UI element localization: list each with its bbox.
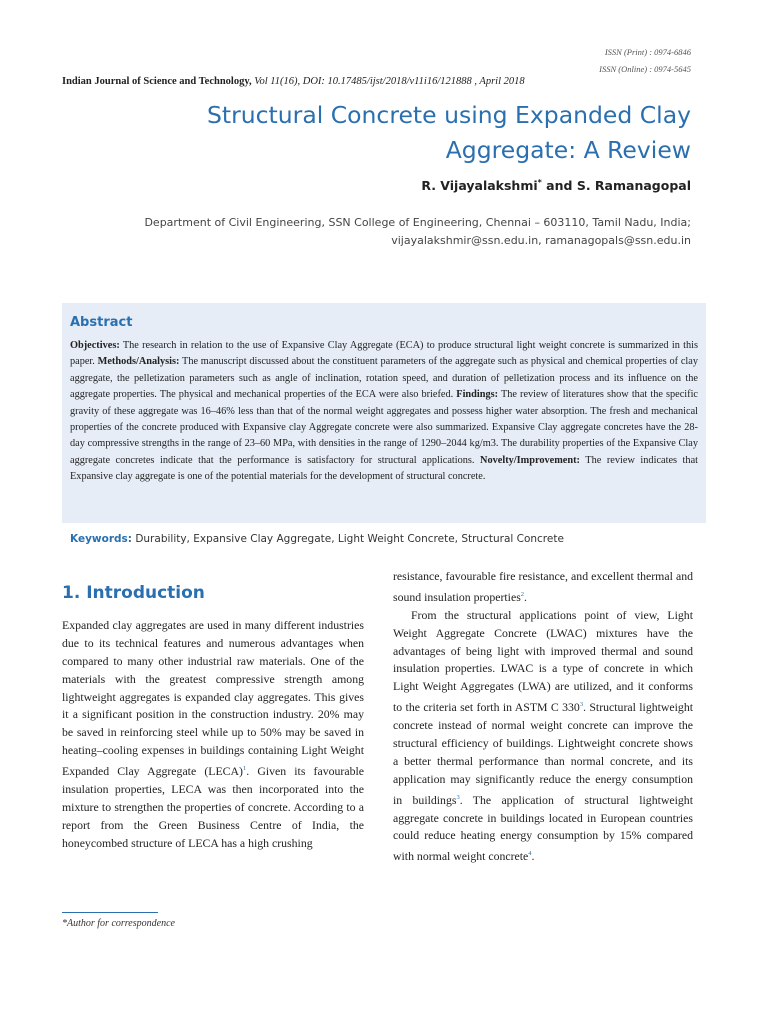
section-heading-introduction: 1. Introduction — [62, 583, 205, 603]
findings-text: The review of literatures show that the specific gravity of these aggregate was 16–46% less than that of the normal weight aggregates and possess higher water absorption. The fresh and mechanical properties of the concrete produced with Expansive clay Aggregate concrete were also summarized. Expansive Clay aggregate concretes have the 28-day compressive strengths in the range of 23–60 MPa, with densities in the range of 1290–2044 kg/m3. The durability properties of the Expansive Clay aggregate concretes indicate that the performance is satisfactory for structural applications. — [70, 389, 699, 466]
objectives-label: Objectives: — [70, 340, 120, 351]
intro-p2-part-d: . — [531, 849, 535, 864]
abstract-text — [70, 338, 698, 486]
objectives-text: The research in relation to the use of Expansive Clay Aggregate (ECA) to produce structural light weight concrete is summarized in this paper. — [70, 340, 698, 368]
journal-citation — [62, 76, 525, 87]
intro-p1-part-c: . — [524, 589, 527, 604]
intro-paragraph-1 — [62, 617, 364, 853]
citation-ref[interactable]: 2 — [520, 590, 525, 598]
keywords — [70, 533, 564, 545]
methods-text: The manuscript discussed about the constituent parameters of the aggregate such as physical and chemical properties of clay aggregate, the pelletization parameters such as angle of inclination, rotation speed, and duration of pelletization process and its influence on the aggregate properties. The physical and mechanical properties of the ECA were also briefed. — [70, 356, 698, 401]
journal-details: Vol 11(16), DOI: 10.17485/ijst/2018/v11i16/121888 , April 2018 — [254, 76, 525, 87]
novelty-label: Novelty/Improvement: — [480, 454, 580, 466]
abstract-heading: Abstract — [70, 315, 133, 330]
intro-p1-part-a: Expanded clay aggregates are used in many different industries due to its technical features and numerous advantages when compared to many other industrial raw materials. One of the materials with the greatest compressive strength among lightweight aggregates is expanded clay aggregates. This gives it a significant position in the construction industry. 20% may be saved in reinforcing steel while up to 50% may be saved in heating–cooling expenses in buildings containing Light Weight Expanded Clay Aggregate (LECA) — [62, 617, 364, 779]
affiliation-line-1: Department of Civil Engineering, SSN College of Engineering, Chennai – 603110, Tamil Nadu, India; — [144, 216, 691, 229]
intro-p1-tail-marker: resistance, favourable fire resistance, and excellent thermal and sound insulation properties — [393, 569, 693, 604]
keywords-text: Durability, Expansive Clay Aggregate, Light Weight Concrete, Structural Concrete — [131, 533, 564, 545]
authors — [421, 178, 691, 193]
title-line-2: Aggregate: A Review — [445, 136, 691, 164]
intro-p2-part-b: . Structural lightweight concrete instead of normal weight concrete can improve the structural efficiency of buildings. Lightweight concrete shows a better thermal performance than normal concrete, and its application may significantly reduce the energy consumption in buildings — [393, 700, 693, 807]
citation-ref[interactable]: 3 — [579, 701, 584, 709]
author-separator: and — [541, 178, 577, 194]
intro-p2-part-a: From the structural applications point of view, Light Weight Aggregate Concrete (LWAC) mixtures have the advantages of being light with improved thermal and sound insulation properties. LWAC is a type of concrete in which Light Weight Aggregates (LWA) are utilized, and it conforms to the criteria set forth in ASTM C 330 — [393, 607, 693, 715]
right-column — [393, 568, 693, 866]
citation-ref[interactable]: 4 — [528, 850, 532, 858]
author-2: S. Ramanagopal — [576, 178, 691, 194]
affiliation-emails: vijayalakshmir@ssn.edu.in, ramanagopals@ssn.edu.in — [391, 234, 691, 247]
affiliation — [71, 214, 691, 250]
intro-p1-part-b: . Given its favourable insulation properties, LECA was then incorporated into the mixture to strengthen the properties of concrete. According to a report from the Green Business Centre of India, the honeycombed structure of LECA has a high crushing — [62, 764, 364, 850]
footnote-correspondence: *Author for correspondence — [62, 918, 175, 929]
author-1: R. Vijayalakshmi — [421, 178, 538, 194]
title-line-1: Structural Concrete using Expanded Clay — [206, 101, 691, 129]
abstract-box — [62, 303, 706, 523]
citation-ref[interactable]: 1 — [242, 765, 247, 773]
paper-title — [131, 98, 691, 168]
intro-paragraph-1-cont — [393, 568, 693, 607]
issn-online: ISSN (Online) : 0974-5645 — [599, 64, 691, 74]
journal-name: Indian Journal of Science and Technology, — [62, 76, 252, 87]
issn-print: ISSN (Print) : 0974-6846 — [604, 47, 691, 57]
intro-paragraph-2 — [393, 607, 693, 866]
novelty-text: The review indicates that Expansive clay aggregate is one of the potential materials for the development of structural concrete. — [70, 454, 698, 483]
keywords-label: Keywords: — [70, 533, 132, 545]
findings-label: Findings: — [456, 389, 499, 401]
left-column — [62, 585, 364, 853]
footnote-rule — [62, 912, 158, 913]
methods-label: Methods/Analysis: — [97, 356, 180, 368]
intro-p2-part-c: . The application of structural lightweight aggregate concrete in buildings located in European countries could reduce heating energy consumption by 15% compared with normal weight concrete — [393, 792, 693, 864]
citation-ref[interactable]: 3 — [456, 793, 460, 801]
corresponding-mark: * — [537, 178, 542, 187]
